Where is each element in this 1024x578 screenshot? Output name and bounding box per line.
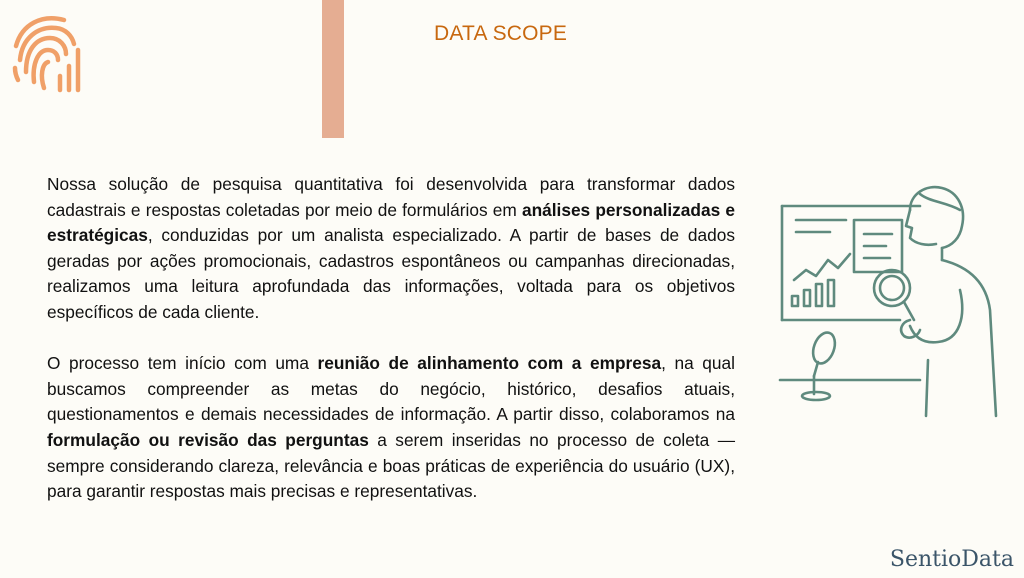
paragraph-2-bold: formulação ou revisão das perguntas [47,429,369,450]
page-title: DATA SCOPE [434,22,568,45]
paragraph-1-bold: análises personalizadas e estratégicas [47,199,735,246]
paragraph-1-text: Nossa solução de pesquisa quantitativa foi desenvolvida para transformar dados cadastrais e respostas coletadas por meio de formulários em [47,174,735,220]
fingerprint-chart-icon [12,12,84,96]
analyst-magnifier-illustration [770,180,1010,420]
paragraph-2 [47,351,735,505]
paragraph-1 [47,172,735,326]
body-text [47,172,735,505]
paragraph-1-text: , conduzidas por um analista especializado. A partir de bases de dados geradas por ações promocionais, cadastros espontâneos ou campanhas direcionadas, realizamos uma leitura aprofundada das informações, voltada para os objetivos específicos de cada cliente. [47,225,735,322]
brand-logo-text: SentioData [889,547,1014,572]
decorative-bar [322,0,344,138]
paragraph-2-text: a serem inseridas no processo de coleta — sempre considerando clareza, relevância e boas práticas de experiência do usuário (UX), para garantir respostas mais precisas e representativas. [47,429,736,502]
paragraph-2-text: O processo tem início com uma [47,353,318,374]
paragraph-2-text: , na qual buscamos compreender as metas do negócio, histórico, desafios atuais, questionamentos e demais necessidades de informação. A partir disso, colaboramos na [47,353,735,425]
paragraph-2-bold: reunião de alinhamento com a empresa [317,353,662,374]
